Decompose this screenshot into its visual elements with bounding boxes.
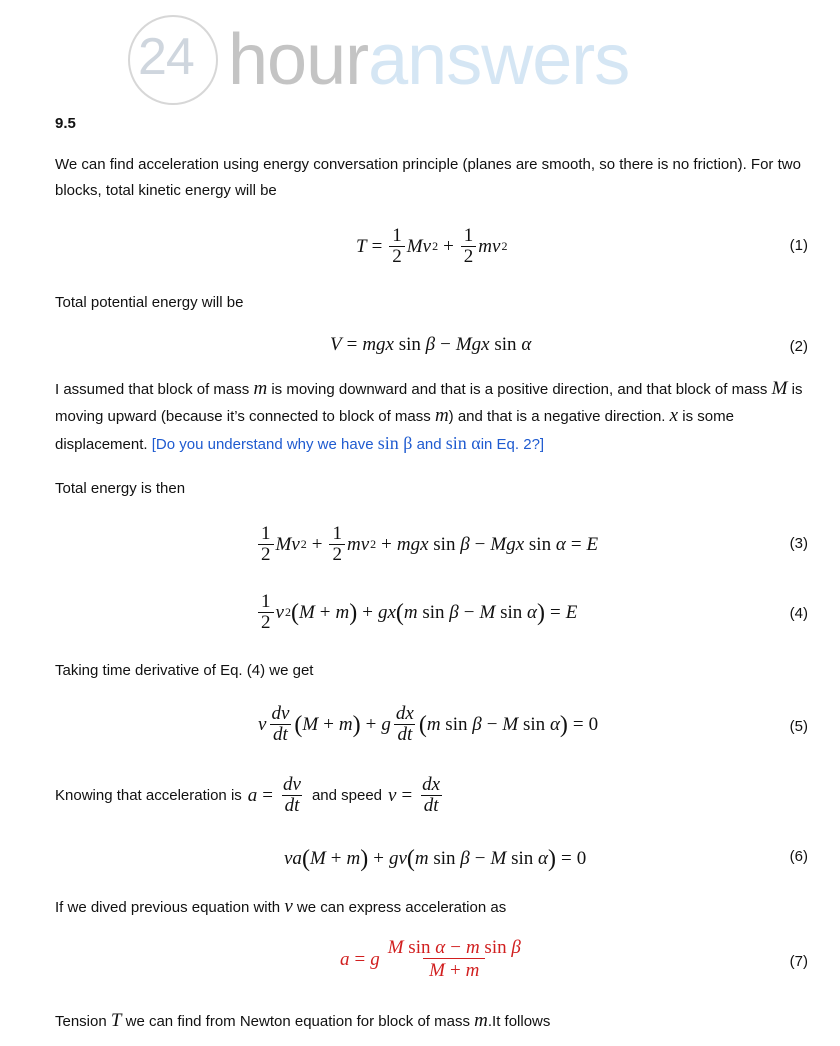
text-run: and speed (311, 786, 383, 804)
equation-number-5: (5) (789, 718, 808, 735)
text-run: ) and that is a negative direction. (448, 408, 666, 425)
question-text: in Eq. 2?] (480, 436, 545, 453)
paragraph-assumption (55, 376, 815, 458)
logo-word-dark: hour (228, 20, 369, 100)
equation-number-7: (7) (789, 953, 808, 970)
paragraph-total-energy: Total energy is then (55, 480, 186, 497)
text-run: is moving upward (because it’s connected to block of mass (55, 381, 803, 425)
paragraph-divide (55, 894, 815, 921)
symbol-v: v (284, 896, 293, 917)
text-run: is moving downward and that is a positive direction, and that block of mass (271, 381, 768, 398)
equation-number-6: (6) (789, 848, 808, 865)
text-run: Tension (55, 1013, 107, 1030)
equation-number-1: (1) (789, 237, 808, 254)
symbol-m: m (434, 405, 449, 426)
logo-wordmark (228, 20, 630, 100)
text-run: If we dived previous equation with (55, 899, 281, 916)
equation-number-3: (3) (789, 535, 808, 552)
paragraph-intro: We can find acceleration using energy conversation principle (planes are smooth, so there is no friction). For two blocks, total kinetic energy will be (55, 156, 801, 199)
text-run: we can find from Newton equation for block of mass (125, 1013, 470, 1030)
paragraph-derivative: Taking time derivative of Eq. (4) we get (55, 662, 314, 679)
equation-3: $\frac{1}{2}$ Mv 2 + $\frac{1}{2}$ mv 2 + mgx sin β − Mgx sin α = E (256, 524, 598, 565)
question-text: and (416, 436, 442, 453)
section-number: 9.5 (55, 115, 76, 132)
equation-2: V = mgx sin β − Mgx sin α (330, 334, 532, 355)
paragraph-tension (55, 1008, 815, 1035)
question-text: [Do you understand why we have (151, 436, 374, 453)
speed-definition: v = $\frac{dx}{dt}$ (388, 774, 441, 816)
symbol-T: T (110, 1010, 122, 1031)
symbol-m: m (253, 378, 268, 399)
text-run: Knowing that acceleration is (55, 786, 242, 804)
equation-1: T = $\frac{1}{2}$ Mv 2 + $\frac{1}{2}$ mv 2 (356, 225, 508, 267)
paragraph-definitions (55, 775, 815, 816)
text-run: we can express acceleration as (296, 899, 507, 916)
text-run: is some displacement. (55, 408, 734, 453)
paragraph-potential: Total potential energy will be (55, 294, 244, 311)
question-sin-alpha: sin α (445, 433, 481, 453)
equation-4: $\frac{1}{2}$ v 2 ( M + m ) + gx ( m sin β − M sin α ) = E (256, 592, 577, 633)
equation-5: v $\frac{dv}{dt}$ ( M + m ) + g $\frac{dx}{dt}$ ( m sin β − M sin α ) = 0 (258, 703, 599, 745)
text-run: .It follows (487, 1013, 551, 1030)
logo-number: 24 (138, 28, 194, 86)
equation-6: va ( M + m ) + gv ( m sin β − M sin α ) = 0 (284, 846, 587, 872)
symbol-M: M (771, 378, 788, 399)
equation-number-4: (4) (789, 605, 808, 622)
text-run: I assumed that block of mass (55, 381, 250, 398)
site-logo (128, 13, 708, 109)
logo-word-light: answers (368, 20, 630, 100)
symbol-x: x (669, 405, 679, 426)
acceleration-definition: a = $\frac{dv}{dt}$ (247, 774, 301, 816)
equation-7: a = g $\frac{\text{M sin α − m sin β}}{M + m}$ (340, 937, 521, 981)
equation-number-2: (2) (789, 338, 808, 355)
question-sin-beta: sin β (377, 433, 413, 453)
symbol-m: m (474, 1010, 488, 1031)
